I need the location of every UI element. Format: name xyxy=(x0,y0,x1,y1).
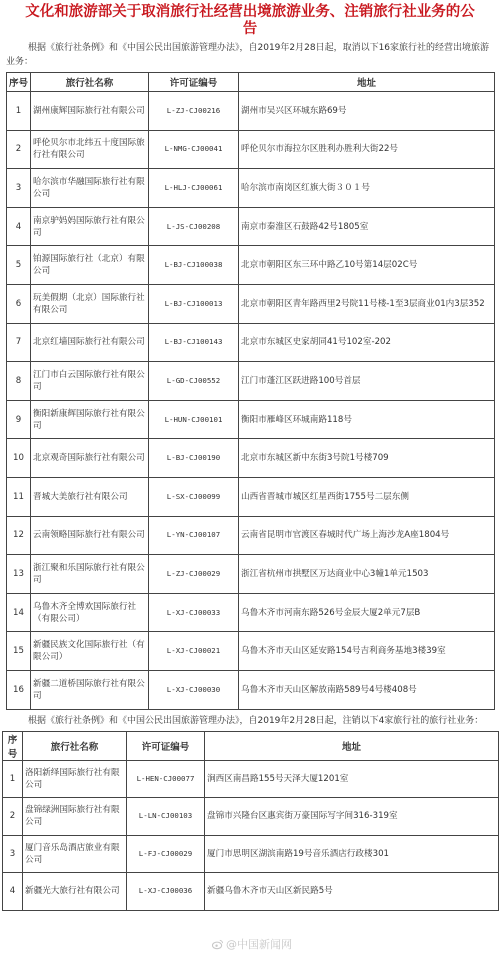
cell-no: 7 xyxy=(7,323,31,362)
header-address: 地址 xyxy=(205,731,499,760)
cell-address: 湖州市吴兴区环城东路69号 xyxy=(239,92,495,131)
weibo-icon xyxy=(212,939,223,950)
revoke-business-table xyxy=(2,731,499,911)
cell-agency-name: 玩美假期（北京）国际旅行社有限公司 xyxy=(31,284,149,323)
table-row xyxy=(7,246,495,285)
cell-no: 16 xyxy=(7,670,31,709)
cell-address: 南京市秦淮区石鼓路42号1805室 xyxy=(239,207,495,246)
table-row xyxy=(3,798,499,836)
cell-license: L-FJ-CJ00029 xyxy=(127,835,205,873)
cell-address: 哈尔滨市南岗区红旗大街３０１号 xyxy=(239,169,495,208)
table-header-row xyxy=(3,731,499,760)
header-no: 序号 xyxy=(7,73,31,92)
cell-address: 北京市东城区新中东街3号院1号楼709 xyxy=(239,439,495,478)
cell-no: 4 xyxy=(7,207,31,246)
cell-address: 乌鲁木齐市河南东路526号金辰大厦2单元7层B xyxy=(239,593,495,632)
table-row xyxy=(7,632,495,671)
cell-agency-name: 晋城大美旅行社有限公司 xyxy=(31,477,149,516)
cell-address: 江门市蓬江区跃进路100号首层 xyxy=(239,362,495,401)
table-row xyxy=(7,284,495,323)
table-row xyxy=(7,555,495,594)
table-row xyxy=(7,593,495,632)
cell-address: 乌鲁木齐市天山区延安路154号吉利商务基地3楼39室 xyxy=(239,632,495,671)
cell-no: 10 xyxy=(7,439,31,478)
table-row xyxy=(3,873,499,911)
cell-agency-name: 盘锦绿洲国际旅行社有限公司 xyxy=(23,798,127,836)
table-row xyxy=(7,323,495,362)
cell-license: L-XJ-CJ00033 xyxy=(149,593,239,632)
cell-agency-name: 湖州康辉国际旅行社有限公司 xyxy=(31,92,149,131)
table-row xyxy=(7,439,495,478)
header-license: 许可证编号 xyxy=(149,73,239,92)
header-address: 地址 xyxy=(239,73,495,92)
cell-no: 5 xyxy=(7,246,31,285)
cell-agency-name: 衡阳新康辉国际旅行社有限公司 xyxy=(31,400,149,439)
cell-agency-name: 乌鲁木齐全博欢国际旅行社（有限公司） xyxy=(31,593,149,632)
cell-address: 衡阳市雁峰区环城南路118号 xyxy=(239,400,495,439)
cell-agency-name: 新疆民族文化国际旅行社（有限公司） xyxy=(31,632,149,671)
cell-no: 15 xyxy=(7,632,31,671)
table-row xyxy=(7,400,495,439)
cell-agency-name: 哈尔滨市华融国际旅行社有限公司 xyxy=(31,169,149,208)
cell-agency-name: 北京观奇国际旅行社有限公司 xyxy=(31,439,149,478)
cell-no: 3 xyxy=(3,835,23,873)
cell-license: L-ZJ-CJ00029 xyxy=(149,555,239,594)
cell-no: 2 xyxy=(3,798,23,836)
table-row xyxy=(7,516,495,555)
cell-address: 云南省昆明市官渡区春城时代广场上海沙龙A座1804号 xyxy=(239,516,495,555)
cell-agency-name: 铂源国际旅行社（北京）有限公司 xyxy=(31,246,149,285)
cell-address: 北京市朝阳区东三环中路乙10号第14层02C号 xyxy=(239,246,495,285)
notice-cancel-outbound: 根据《旅行社条例》和《中国公民出国旅游管理办法》，自2019年2月28日起，取消以下16家旅行社的经营出境旅游业务： xyxy=(6,43,490,67)
cell-address: 山西省晋城市城区红星西街1755号二层东侧 xyxy=(239,477,495,516)
cell-address: 乌鲁木齐市天山区解放南路589号4号楼408号 xyxy=(239,670,495,709)
table-header-row xyxy=(7,73,495,92)
cancel-outbound-table-body xyxy=(7,92,495,710)
cell-address: 呼伦贝尔市海拉尔区胜利办胜利大街22号 xyxy=(239,130,495,169)
revoke-business-table-body xyxy=(3,760,499,910)
cell-address: 盘锦市兴隆台区惠宾街万豪国际写字间316-319室 xyxy=(205,798,499,836)
cell-license: L-XJ-CJ00021 xyxy=(149,632,239,671)
cell-license: L-BJ-CJ100013 xyxy=(149,284,239,323)
cell-no: 1 xyxy=(3,760,23,798)
table-row xyxy=(3,835,499,873)
cell-license: L-HUN-CJ00101 xyxy=(149,400,239,439)
cell-no: 9 xyxy=(7,400,31,439)
watermark xyxy=(212,936,292,952)
cell-license: L-HEN-CJ00077 xyxy=(127,760,205,798)
cell-license: L-JS-CJ00208 xyxy=(149,207,239,246)
cell-no: 13 xyxy=(7,555,31,594)
cell-address: 厦门市思明区湖滨南路19号音乐酒店行政楼301 xyxy=(205,835,499,873)
cell-no: 12 xyxy=(7,516,31,555)
header-name: 旅行社名称 xyxy=(23,731,127,760)
table-row xyxy=(7,207,495,246)
cell-license: L-BJ-CJ00190 xyxy=(149,439,239,478)
table-row xyxy=(7,670,495,709)
table-row xyxy=(3,760,499,798)
cell-license: L-XJ-CJ00036 xyxy=(127,873,205,911)
cell-agency-name: 云南领略国际旅行社有限公司 xyxy=(31,516,149,555)
cell-agency-name: 江门市白云国际旅行社有限公司 xyxy=(31,362,149,401)
cell-agency-name: 洛阳新绎国际旅行社有限公司 xyxy=(23,760,127,798)
cell-no: 8 xyxy=(7,362,31,401)
cell-license: L-BJ-CJ100038 xyxy=(149,246,239,285)
cell-license: L-ZJ-CJ00216 xyxy=(149,92,239,131)
cell-agency-name: 浙江聚和乐国际旅行社有限公司 xyxy=(31,555,149,594)
cell-license: L-LN-CJ00103 xyxy=(127,798,205,836)
cell-license: L-NMG-CJ00041 xyxy=(149,130,239,169)
cell-no: 14 xyxy=(7,593,31,632)
cell-license: L-SX-CJ00099 xyxy=(149,477,239,516)
header-license: 许可证编号 xyxy=(127,731,205,760)
cell-address: 浙江省杭州市拱墅区万达商业中心3幢1单元1503 xyxy=(239,555,495,594)
table-row xyxy=(7,362,495,401)
cell-license: L-XJ-CJ00030 xyxy=(149,670,239,709)
header-no: 序号 xyxy=(3,731,23,760)
cell-agency-name: 北京红墙国际旅行社有限公司 xyxy=(31,323,149,362)
cancel-outbound-table xyxy=(6,72,495,710)
cell-address: 涧西区南昌路155号天泽大厦1201室 xyxy=(205,760,499,798)
cell-no: 4 xyxy=(3,873,23,911)
cell-agency-name: 新疆二道桥国际旅行社有限公司 xyxy=(31,670,149,709)
table-row xyxy=(7,477,495,516)
cell-agency-name: 南京驴妈妈国际旅行社有限公司 xyxy=(31,207,149,246)
header-name: 旅行社名称 xyxy=(31,73,149,92)
table-row xyxy=(7,92,495,131)
table-row xyxy=(7,169,495,208)
watermark-text: @中国新闻网 xyxy=(226,938,292,951)
page-title: 文化和旅游部关于取消旅行社经营出境旅游业务、注销旅行社业务的公告 xyxy=(25,4,475,37)
cell-license: L-HLJ-CJ00061 xyxy=(149,169,239,208)
cell-address: 北京市朝阳区青年路西里2号院11号楼-1至3层商业01内3层352 xyxy=(239,284,495,323)
cell-agency-name: 新疆光大旅行社有限公司 xyxy=(23,873,127,911)
cell-no: 6 xyxy=(7,284,31,323)
cell-no: 2 xyxy=(7,130,31,169)
cell-agency-name: 呼伦贝尔市北纬五十度国际旅行社有限公司 xyxy=(31,130,149,169)
cell-address: 新疆乌鲁木齐市天山区新民路5号 xyxy=(205,873,499,911)
cell-license: L-GD-CJ00552 xyxy=(149,362,239,401)
cell-license: L-YN-CJ00107 xyxy=(149,516,239,555)
cell-no: 1 xyxy=(7,92,31,131)
cell-no: 11 xyxy=(7,477,31,516)
notice-revoke-business: 根据《旅行社条例》和《中国公民出国旅游管理办法》，自2019年2月28日起，注销以下4家旅行社的旅行社业务： xyxy=(28,715,484,726)
cell-license: L-BJ-CJ100143 xyxy=(149,323,239,362)
table-row xyxy=(7,130,495,169)
cell-agency-name: 厦门音乐岛酒店旅业有限公司 xyxy=(23,835,127,873)
cell-no: 3 xyxy=(7,169,31,208)
cell-address: 北京市东城区史家胡同41号102室-202 xyxy=(239,323,495,362)
